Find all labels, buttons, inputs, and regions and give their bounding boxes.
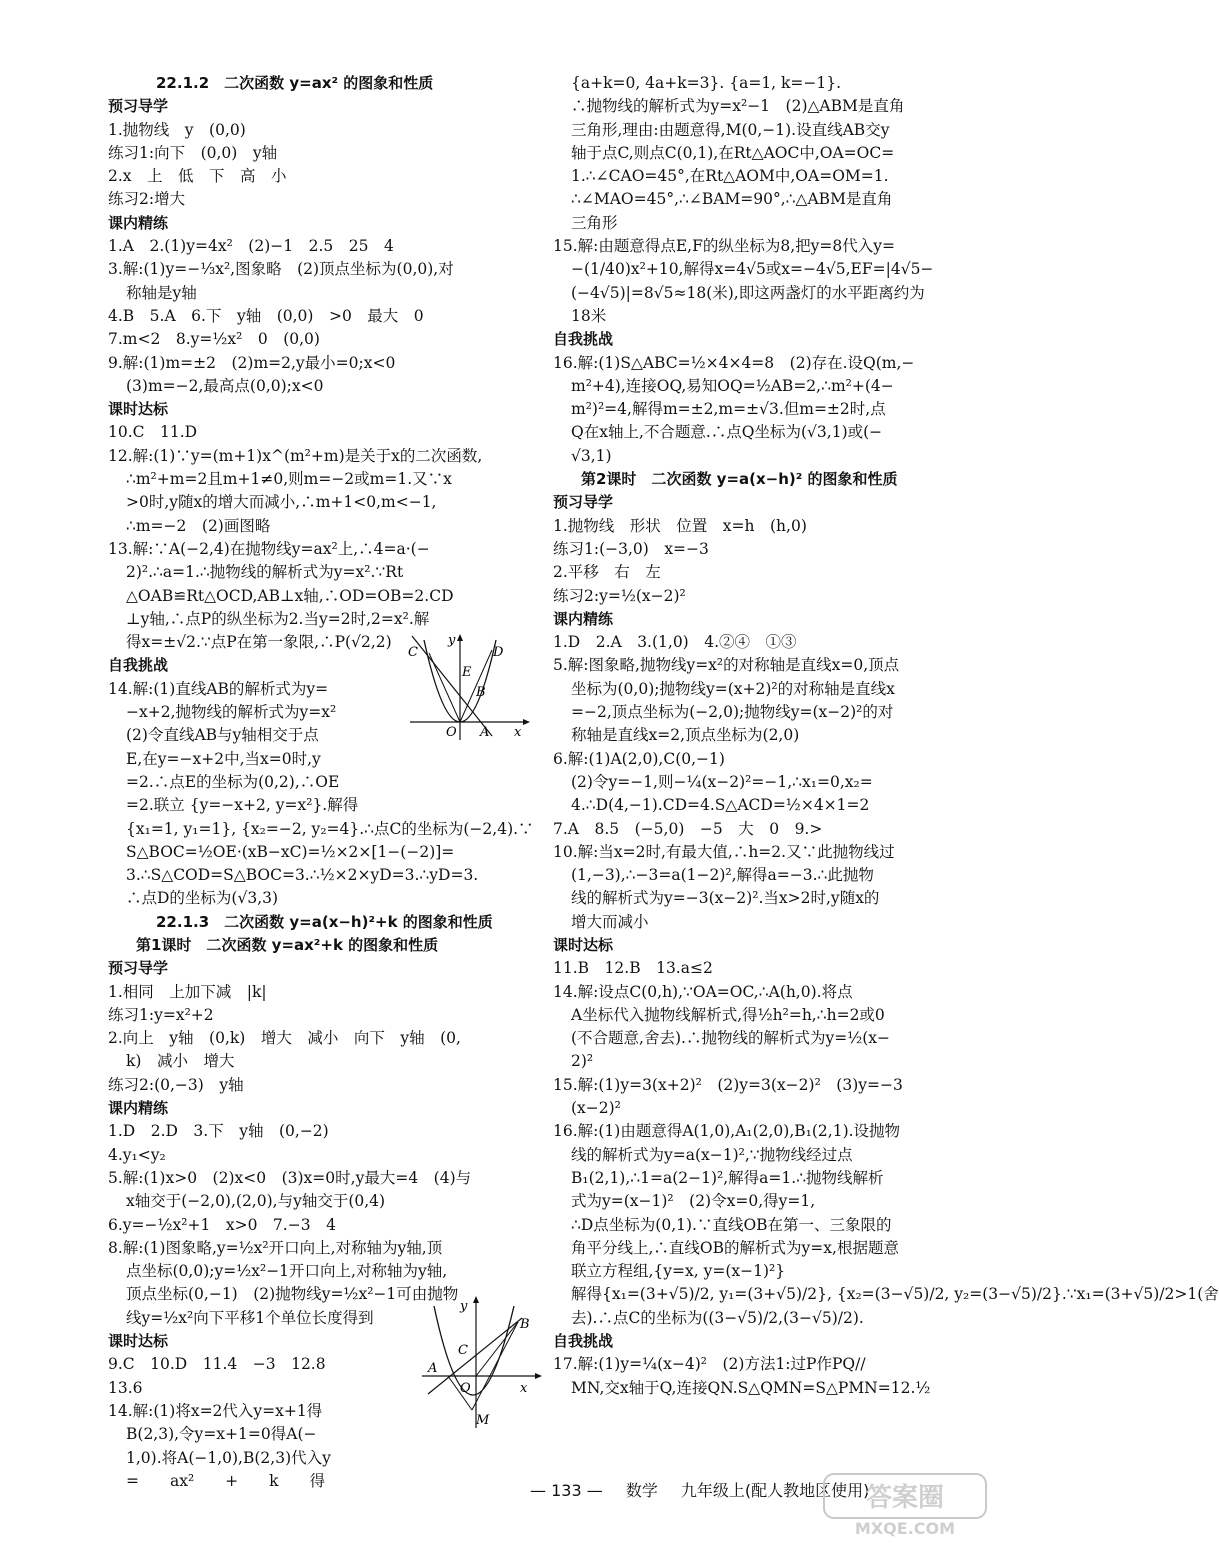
section-title: 22.1.3 二次函数 y=a(x−h)²+k 的图象和性质 bbox=[156, 912, 493, 931]
answer-line: 5.解:(1)x>0 (2)x<0 (3)x=0时,y最大=4 (4)与 bbox=[108, 1168, 472, 1187]
answer-line: 练习2:y=½(x−2)² bbox=[553, 586, 686, 605]
fig2-label-C: C bbox=[458, 1343, 468, 1358]
answer-line: 线的解析式为y=−3(x−2)².当x>2时,y随x的 bbox=[571, 889, 880, 908]
answer-line: (不合题意,舍去).∴抛物线的解析式为y=½(x− bbox=[571, 1029, 890, 1048]
section-heading: 课内精练 bbox=[553, 609, 614, 628]
answer-line: (3)m=−2,最高点(0,0);x<0 bbox=[126, 376, 324, 395]
fig2-label-A: A bbox=[428, 1361, 438, 1376]
section-heading: 预习导学 bbox=[108, 97, 169, 116]
answer-line: 线的解析式为y=a(x−1)²,∵抛物线经过点 bbox=[571, 1145, 853, 1164]
answer-line: −x+2,抛物线的解析式为y=x² bbox=[126, 703, 337, 722]
answer-line: ∴∠MAO=45°,∴∠BAM=90°,∴△ABM是直角 bbox=[571, 190, 893, 209]
answer-line: = ax² + k 得 bbox=[126, 1471, 326, 1490]
answer-line: −(1/40)x²+10,解得x=4√5或x=−4√5,EF=|4√5− bbox=[571, 260, 934, 279]
answer-line: ∴D点坐标为(0,1).∵直线OB在第一、三象限的 bbox=[571, 1215, 892, 1234]
answer-line: 1.D 2.A 3.(1,0) 4.②④ ①③ bbox=[553, 633, 797, 652]
answer-line: 1.抛物线 y (0,0) bbox=[108, 120, 246, 139]
answer-line: 练习1:(−3,0) x=−3 bbox=[553, 539, 709, 558]
answer-line: ⊥y轴,∴点P的纵坐标为2.当y=2时,2=x².解 bbox=[126, 609, 430, 628]
answer-line: 13.解:∵A(−2,4)在抛物线y=ax²上,∴4=a·(− bbox=[108, 539, 430, 558]
fig2-label-B: B bbox=[520, 1317, 530, 1332]
answer-line: 1.相同 上加下减 |k| bbox=[108, 982, 267, 1001]
answer-line: 11.B 12.B 13.a≤2 bbox=[553, 959, 713, 978]
answer-line: ∴m²+m=2且m+1≠0,则m=−2或m=1.又∵x bbox=[126, 470, 452, 489]
section-heading: 自我挑战 bbox=[108, 656, 169, 675]
answer-line: =2.∴点E的坐标为(0,2),∴OE bbox=[126, 772, 340, 791]
answer-line: 式为y=(x−1)² (2)令x=0,得y=1, bbox=[571, 1192, 816, 1211]
answer-line: (2)令直线AB与y轴相交于点 bbox=[126, 726, 319, 745]
answer-line: 14.解:(1)将x=2代入y=x+1得 bbox=[108, 1401, 323, 1420]
section-heading: 课内精练 bbox=[108, 1099, 169, 1118]
right-column bbox=[553, 72, 1219, 1400]
answer-line: 4.y₁<y₂ bbox=[108, 1145, 166, 1164]
answer-line: ∴m=−2 (2)画图略 bbox=[126, 516, 271, 535]
answer-line: {a+k=0, 4a+k=3}. {a=1, k=−1}. bbox=[571, 74, 842, 92]
answer-line: 3.∴S△COD=S△BOC=3.∴½×2×yD=3.∴yD=3. bbox=[126, 866, 479, 885]
section-heading: 预习导学 bbox=[108, 959, 169, 978]
grade-label: 九年级上(配人教地区使用) bbox=[680, 1481, 870, 1500]
answer-line: 角平分线上,∴直线OB的解析式为y=x,根据题意 bbox=[571, 1238, 899, 1257]
answer-line: 4.B 5.A 6.下 y轴 (0,0) >0 最大 0 bbox=[108, 306, 424, 325]
answer-line: 轴于点C,则点C(0,1),在Rt△AOC中,OA=OC= bbox=[571, 143, 895, 162]
answer-line: 线y=½x²向下平移1个单位长度得到 bbox=[126, 1308, 374, 1327]
answer-line: 解得{x₁=(3+√5)/2, y₁=(3+√5)/2}, {x₂=(3−√5)/2, y₂=(3−√5)/2}.∵x₁=(3+√5)/2>1(舍 bbox=[571, 1285, 1219, 1304]
answer-line: 18米 bbox=[571, 306, 607, 325]
answer-line: 1.抛物线 形状 位置 x=h (h,0) bbox=[553, 516, 807, 535]
answer-line: 4.∴D(4,−1).CD=4.S△ACD=½×4×1=2 bbox=[571, 796, 870, 815]
answer-line: 1.D 2.D 3.下 y轴 (0,−2) bbox=[108, 1122, 329, 1141]
answer-line: 9.解:(1)m=±2 (2)m=2,y最小=0;x<0 bbox=[108, 353, 396, 372]
answer-line: 3.解:(1)y=−⅓x²,图象略 (2)顶点坐标为(0,0),对 bbox=[108, 260, 454, 279]
answer-line: 增大而减小 bbox=[571, 912, 649, 931]
answer-line: 顶点坐标(0,−1) (2)抛物线y=½x²−1可由抛物 bbox=[126, 1285, 459, 1304]
fig2-label-x: x bbox=[520, 1381, 528, 1396]
answer-line: 练习1:向下 (0,0) y轴 bbox=[108, 143, 278, 162]
answer-line: 去).∴点C的坐标为((3−√5)/2,(3−√5)/2). bbox=[571, 1308, 864, 1327]
answer-line: S△BOC=½OE·(xB−xC)=½×2×[1−(−2)]= bbox=[126, 842, 455, 861]
answer-line: 练习1:y=x²+2 bbox=[108, 1005, 214, 1024]
answer-line: 7.m<2 8.y=½x² 0 (0,0) bbox=[108, 330, 320, 349]
answer-line: △OAB≌Rt△OCD,AB⊥x轴,∴OD=OB=2.CD bbox=[126, 586, 454, 605]
answer-line: Q在x轴上,不合题意.∴点Q坐标为(√3,1)或(− bbox=[571, 423, 883, 442]
answer-line: 得x=±√2.∵点P在第一象限,∴P(√2,2) bbox=[126, 633, 392, 652]
answer-line: ∴抛物线的解析式为y=x²−1 (2)△ABM是直角 bbox=[571, 97, 905, 116]
answer-line: 10.C 11.D bbox=[108, 423, 198, 442]
fig1-label-C: C bbox=[408, 645, 418, 660]
answer-line: 5.解:图象略,抛物线y=x²的对称轴是直线x=0,顶点 bbox=[553, 656, 900, 675]
fig1-label-A: A bbox=[480, 725, 490, 740]
answer-line: 6.y=−½x²+1 x>0 7.−3 4 bbox=[108, 1215, 336, 1234]
fig1-label-y: y bbox=[448, 633, 456, 648]
watermark-logo bbox=[820, 1470, 990, 1540]
section-heading: 预习导学 bbox=[553, 493, 614, 512]
answer-line: 1.∴∠CAO=45°,在Rt△AOM中,OA=OM=1. bbox=[571, 167, 889, 186]
answer-line: 15.解:(1)y=3(x+2)² (2)y=3(x−2)² (3)y=−3 bbox=[553, 1075, 903, 1094]
answer-line: 三角形 bbox=[571, 213, 618, 232]
answer-line: 9.C 10.D 11.4 −3 12.8 bbox=[108, 1355, 326, 1374]
answer-line: 8.解:(1)图象略,y=½x²开口向上,对称轴为y轴,顶 bbox=[108, 1238, 443, 1257]
answer-line: 2.x 上 低 下 高 小 bbox=[108, 167, 287, 186]
watermark-sub: MXQE.COM bbox=[854, 1519, 956, 1538]
answer-line: B₁(2,1),∴1=a(2−1)²,解得a=1.∴抛物线解析 bbox=[571, 1168, 884, 1187]
fig1-label-D: D bbox=[493, 645, 504, 660]
answer-line: 12.解:(1)∵y=(m+1)x^(m²+m)是关于x的二次函数, bbox=[108, 446, 483, 465]
section-heading: 课时达标 bbox=[108, 1332, 169, 1351]
answer-line: 称轴是y轴 bbox=[126, 283, 197, 302]
section-heading: 课内精练 bbox=[108, 213, 169, 232]
answer-line: 称轴是直线x=2,顶点坐标为(2,0) bbox=[571, 726, 800, 745]
answer-line: 2)² bbox=[571, 1052, 594, 1071]
page-number: — 133 — bbox=[530, 1481, 603, 1500]
section-heading: 自我挑战 bbox=[553, 330, 614, 349]
answer-line: B(2,3),令y=x+1=0得A(− bbox=[126, 1425, 317, 1444]
answer-line: m²+4),连接OQ,易知OQ=½AB=2,∴m²+(4− bbox=[571, 376, 894, 395]
answer-line: x轴交于(−2,0),(2,0),与y轴交于(0,4) bbox=[126, 1192, 386, 1211]
fig2-label-O: O bbox=[460, 1381, 471, 1396]
answer-line: 16.解:(1)S△ABC=½×4×4=8 (2)存在.设Q(m,− bbox=[553, 353, 915, 372]
section-heading: 课时达标 bbox=[553, 935, 614, 954]
fig2-label-M: M bbox=[476, 1413, 490, 1428]
answer-line: 10.解:当x=2时,有最大值,∴h=2.又∵此抛物线过 bbox=[553, 842, 895, 861]
answer-line: (2)令y=−1,则−¼(x−2)²=−1,∴x₁=0,x₂= bbox=[571, 772, 873, 791]
left-column bbox=[108, 72, 538, 1493]
answer-line: 1,0).将A(−1,0),B(2,3)代入y bbox=[126, 1448, 331, 1467]
section-heading: 自我挑战 bbox=[553, 1332, 614, 1351]
answer-line: k) 减小 增大 bbox=[126, 1052, 235, 1071]
fig1-label-O: O bbox=[446, 725, 457, 740]
fig1-label-B: B bbox=[476, 685, 486, 700]
subject-label: 数学 bbox=[625, 1481, 658, 1500]
answer-line: E,在y=−x+2中,当x=0时,y bbox=[126, 749, 321, 768]
answer-line: (x−2)² bbox=[571, 1099, 621, 1118]
answer-line: 6.解:(1)A(2,0),C(0,−1) bbox=[553, 749, 725, 768]
answer-line: =2.联立 {y=−x+2, y=x²}.解得 bbox=[126, 796, 359, 815]
section-title: 22.1.2 二次函数 y=ax² 的图象和性质 bbox=[156, 74, 434, 92]
answer-line: >0时,y随x的增大而减小,∴m+1<0,m<−1, bbox=[126, 493, 437, 512]
answer-line: 16.解:(1)由题意得A(1,0),A₁(2,0),B₁(2,1).设抛物 bbox=[553, 1122, 901, 1141]
answer-line: m²)²=4,解得m=±2,m=±√3.但m=±2时,点 bbox=[571, 400, 886, 419]
answer-line: {x₁=1, y₁=1}, {x₂=−2, y₂=4}.∴点C的坐标为(−2,4).∵ bbox=[126, 819, 534, 838]
answer-line: 13.6 bbox=[108, 1378, 143, 1397]
answer-line: (−4√5)|=8√5≈18(米),即这两盏灯的水平距离约为 bbox=[571, 283, 925, 302]
answer-line: 练习2:(0,−3) y轴 bbox=[108, 1075, 244, 1094]
section-title: 第1课时 二次函数 y=ax²+k 的图象和性质 bbox=[136, 935, 439, 954]
fig1-label-E: E bbox=[462, 665, 472, 680]
answer-line: A坐标代入抛物线解析式,得½h²=h,∴h=2或0 bbox=[571, 1005, 885, 1024]
fig2-label-y: y bbox=[460, 1299, 468, 1314]
answer-line: 7.A 8.5 (−5,0) −5 大 0 9.> bbox=[553, 819, 823, 838]
fig1-label-x: x bbox=[514, 725, 522, 740]
answer-line: 练习2:增大 bbox=[108, 190, 186, 209]
answer-line: 2.向上 y轴 (0,k) 增大 减小 向下 y轴 (0, bbox=[108, 1029, 461, 1048]
answer-line: =−2,顶点坐标为(−2,0);抛物线y=(x−2)²的对 bbox=[571, 703, 894, 722]
answer-line: ∴点D的坐标为(√3,3) bbox=[126, 889, 279, 908]
figure-parabola-line-1 bbox=[402, 632, 532, 744]
answer-line: 14.解:设点C(0,h),∵OA=OC,∴A(h,0).将点 bbox=[553, 982, 853, 1001]
section-heading: 课时达标 bbox=[108, 400, 169, 419]
answer-line: 坐标为(0,0);抛物线y=(x+2)²的对称轴是直线x bbox=[571, 679, 895, 698]
answer-line: 1.A 2.(1)y=4x² (2)−1 2.5 25 4 bbox=[108, 237, 394, 256]
answer-line: 17.解:(1)y=¼(x−4)² (2)方法1:过P作PQ// bbox=[553, 1355, 866, 1374]
answer-line: (1,−3),∴−3=a(1−2)²,解得a=−3.∴此抛物 bbox=[571, 866, 874, 885]
answer-line: MN,交x轴于Q,连接QN.S△QMN=S△PMN=12.½ bbox=[571, 1378, 931, 1397]
answer-line: 点坐标(0,0);y=½x²−1开口向上,对称轴为y轴, bbox=[126, 1262, 448, 1281]
answer-line: 15.解:由题意得点E,F的纵坐标为8,把y=8代入y= bbox=[553, 237, 896, 256]
section-title: 第2课时 二次函数 y=a(x−h)² 的图象和性质 bbox=[581, 470, 898, 489]
answer-line: 三角形,理由:由题意得,M(0,−1).设直线AB交y bbox=[571, 120, 890, 139]
answer-line: 2.平移 右 左 bbox=[553, 563, 661, 582]
figure-parabola-line-2 bbox=[418, 1296, 542, 1430]
answer-line: 联立方程组,{y=x, y=(x−1)²} bbox=[571, 1262, 786, 1281]
answer-line: 2)².∴a=1.∴抛物线的解析式为y=x².∵Rt bbox=[126, 563, 404, 582]
answer-line: 14.解:(1)直线AB的解析式为y= bbox=[108, 679, 329, 698]
answer-line: √3,1) bbox=[571, 446, 612, 465]
watermark-text: 答案圈 bbox=[865, 1483, 945, 1513]
